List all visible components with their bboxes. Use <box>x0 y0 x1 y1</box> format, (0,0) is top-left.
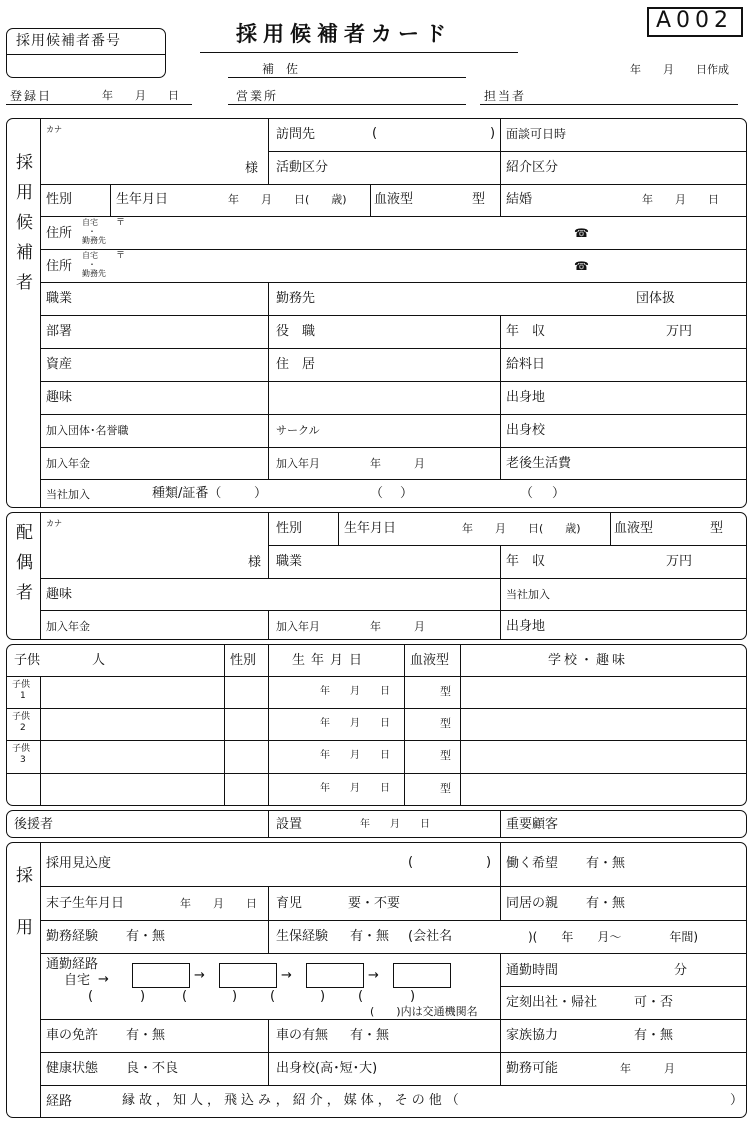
postal-mark-2: 〒 <box>116 251 126 261</box>
kind3-close: ） <box>552 486 566 501</box>
visit-paren-open: ( <box>372 126 378 141</box>
install-date: 年 月 日 <box>360 819 430 830</box>
key-client-label: 重要顧客 <box>506 817 559 832</box>
transport-paren: ( <box>358 989 364 1004</box>
children-header-child: 子供 <box>14 653 41 668</box>
spouse-pension-label: 加入年金 <box>46 620 90 633</box>
birthplace-label: 出身地 <box>506 390 546 405</box>
addr-home-2: 自宅 <box>82 251 98 260</box>
sales-office-label: 営業所 <box>236 89 279 103</box>
circle-label: サークル <box>276 424 320 437</box>
spouse-section-label: 配偶者 <box>16 523 33 603</box>
group-label: 団体扱 <box>636 291 676 306</box>
child-row-blood: 型 <box>440 782 451 795</box>
route-box-2[interactable] <box>219 963 277 988</box>
arrow-icon: → <box>194 968 205 983</box>
license-label: 車の免許 <box>46 1028 99 1043</box>
school-label: 出身校 <box>506 423 546 438</box>
work-exp-value[interactable]: 有・無 <box>126 929 166 944</box>
income-label: 年 収 <box>506 324 546 339</box>
child-row-blood: 型 <box>440 749 451 762</box>
child-row-ymd: 年 月 日 <box>320 718 390 729</box>
phone-icon-2: ☎ <box>574 259 589 273</box>
transport-paren: ) <box>232 989 238 1004</box>
child-row-num: 3 <box>20 755 26 765</box>
car-value[interactable]: 有・無 <box>350 1028 390 1043</box>
route-box-3[interactable] <box>306 963 364 988</box>
route-box-1[interactable] <box>132 963 190 988</box>
fixed-time-value[interactable]: 可・否 <box>634 995 674 1010</box>
person-in-charge-label: 担当者 <box>484 89 527 103</box>
spouse-hobby-label: 趣味 <box>46 587 73 602</box>
family-label: 家族協力 <box>506 1028 559 1043</box>
youngest-date: 年 月 日 <box>180 897 257 910</box>
candidate-section-label: 採用候補者 <box>16 153 33 293</box>
candidate-sama: 様 <box>245 161 259 176</box>
residence-label: 住 居 <box>276 357 316 372</box>
kind3-open: （ <box>520 486 534 501</box>
company-label: (会社名 <box>408 929 453 944</box>
hobby-label: 趣味 <box>46 390 73 405</box>
child-row-ymd: 年 月 日 <box>320 686 390 697</box>
children-header-blood: 血液型 <box>410 653 450 668</box>
work-wish-label: 働く希望 <box>506 856 559 871</box>
kind-label: 種類/証番（ <box>152 486 222 501</box>
child-row-label: 子供 <box>12 680 31 690</box>
form-title: 採用候補者カード <box>236 22 452 46</box>
join-ym-label: 加入年月 <box>276 457 320 470</box>
kind-close: ） <box>254 486 268 501</box>
kind2-close: ） <box>400 486 414 501</box>
fixed-time-label: 定刻出社・帰社 <box>506 995 598 1010</box>
period: )( 年 月〜 年間) <box>528 930 699 944</box>
form-code: A002 <box>656 8 734 33</box>
position-label: 役 職 <box>276 324 316 339</box>
phone-icon-1: ☎ <box>574 226 589 240</box>
available-label: 勤務可能 <box>506 1061 559 1076</box>
child-row-ymd: 年 月 日 <box>320 750 390 761</box>
registration-label: 登録日 <box>10 89 53 103</box>
youngest-label: 末子生年月日 <box>46 896 125 911</box>
child-row-ymd: 年 月 日 <box>320 783 390 794</box>
spouse-birth-ymd: 年 月 日( 歳) <box>462 522 581 535</box>
interview-label: 面談可日時 <box>506 127 567 141</box>
kind2-open: （ <box>370 486 384 501</box>
children-header-sex: 性別 <box>230 653 257 668</box>
candidate-name-field[interactable] <box>44 136 240 180</box>
spouse-birthplace-label: 出身地 <box>506 619 546 634</box>
sex-label: 性別 <box>46 192 73 207</box>
spouse-join-ym-label: 加入年月 <box>276 620 320 633</box>
blood-label: 血液型 <box>374 192 414 207</box>
addr-dot-2: ・ <box>88 260 96 269</box>
spouse-company-join-label: 当社加入 <box>506 588 550 601</box>
transport-note: ( )内は交通機関名 <box>370 1005 478 1018</box>
child-row-label: 子供 <box>12 712 31 722</box>
spouse-blood-unit: 型 <box>710 521 724 536</box>
spouse-kana-label: カナ <box>46 519 62 528</box>
children-header-person: 人 <box>92 653 106 668</box>
retire-label: 老後生活費 <box>506 456 572 471</box>
visit-label: 訪問先 <box>276 127 316 142</box>
outlook-paren-open: ( <box>408 855 414 870</box>
registration-date: 年 月 日 <box>102 89 179 102</box>
income-unit: 万円 <box>666 324 693 339</box>
commute-label: 通勤経路 <box>46 957 99 972</box>
minutes-label: 分 <box>674 963 688 978</box>
spouse-sex-label: 性別 <box>276 521 303 536</box>
children-header-school: 学校・趣味 <box>548 653 629 668</box>
spouse-occupation-label: 職業 <box>276 554 303 569</box>
transport-paren: ) <box>410 989 416 1004</box>
workplace-label: 勤務先 <box>276 291 316 306</box>
install-label: 設置 <box>276 817 303 832</box>
supporter-label: 後援者 <box>14 817 54 832</box>
health-label: 健康状態 <box>46 1061 99 1076</box>
work-wish-value[interactable]: 有・無 <box>586 856 626 871</box>
activity-label: 活動区分 <box>276 160 329 175</box>
payday-label: 給料日 <box>506 357 546 372</box>
ins-exp-label: 生保経験 <box>276 929 329 944</box>
company-join-label: 当社加入 <box>46 488 90 501</box>
visit-paren-close: ) <box>490 126 496 141</box>
child-row-label: 子供 <box>12 744 31 754</box>
route-label: 経路 <box>46 1094 73 1109</box>
candidate-kana-label: カナ <box>46 125 62 134</box>
family-value[interactable]: 有・無 <box>634 1028 674 1043</box>
referral-label: 紹介区分 <box>506 160 559 175</box>
work-exp-label: 勤務経験 <box>46 929 99 944</box>
children-header-birthdate: 生年月日 <box>292 653 369 668</box>
child-row-num: 2 <box>20 723 26 733</box>
addr-dot-1: ・ <box>88 227 96 236</box>
arrow-icon: → <box>281 968 292 983</box>
assist-label: 補 佐 <box>262 62 299 76</box>
spouse-sama: 様 <box>248 555 262 570</box>
child-row-blood: 型 <box>440 685 451 698</box>
spouse-blood-label: 血液型 <box>614 521 654 536</box>
address-label-2: 住所 <box>46 259 73 274</box>
outlook-label: 採用見込度 <box>46 856 112 871</box>
marriage-label: 結婚 <box>506 192 533 207</box>
transport-paren: ( <box>182 989 188 1004</box>
marriage-date: 年 月 日 <box>642 193 719 206</box>
addr-home-1: 自宅 <box>82 218 98 227</box>
transport-paren: ( <box>270 989 276 1004</box>
transport-paren: ) <box>140 989 146 1004</box>
assets-label: 資産 <box>46 357 73 372</box>
childcare-value[interactable]: 要・不要 <box>348 896 401 911</box>
parents-label: 同居の親 <box>506 896 559 911</box>
candidate-number-field[interactable] <box>8 56 164 76</box>
child-row-num: 1 <box>20 691 26 701</box>
birthdate-label: 生年月日 <box>116 192 169 207</box>
route-close: ） <box>730 1093 744 1108</box>
postal-mark-1: 〒 <box>116 218 126 228</box>
spouse-name-field[interactable] <box>44 530 240 574</box>
alma-label: 出身校(高･短･大) <box>276 1061 378 1076</box>
transport-paren: ) <box>320 989 326 1004</box>
childcare-label: 育児 <box>276 896 303 911</box>
parents-value[interactable]: 有・無 <box>586 896 626 911</box>
spouse-join-ym: 年 月 <box>370 620 425 633</box>
home-label: 自宅 <box>64 973 91 988</box>
addr-work-1: 勤務先 <box>82 236 106 245</box>
addr-work-2: 勤務先 <box>82 269 106 278</box>
orgs-label: 加入団体･名誉職 <box>46 424 129 437</box>
hiring-section-label: 採用 <box>16 866 33 938</box>
child-row-blood: 型 <box>440 717 451 730</box>
spouse-income-label: 年 収 <box>506 554 546 569</box>
department-label: 部署 <box>46 324 73 339</box>
license-value[interactable]: 有・無 <box>126 1028 166 1043</box>
transport-paren: ( <box>88 989 94 1004</box>
health-value[interactable]: 良・不良 <box>126 1061 179 1076</box>
route-box-4[interactable] <box>393 963 451 988</box>
commute-time-label: 通勤時間 <box>506 963 559 978</box>
outlook-paren-close: ) <box>486 855 492 870</box>
route-options[interactable]: 縁故，知人，飛込み，紹介，媒体，その他（ <box>122 1093 463 1108</box>
spouse-income-unit: 万円 <box>666 554 693 569</box>
created-date: 年 月 日作成 <box>630 63 729 76</box>
address-label-1: 住所 <box>46 226 73 241</box>
blood-unit: 型 <box>472 192 486 207</box>
spouse-birthdate-label: 生年月日 <box>344 521 397 536</box>
car-label: 車の有無 <box>276 1028 329 1043</box>
ins-exp-value[interactable]: 有・無 <box>350 929 390 944</box>
available-date: 年 月 <box>620 1062 675 1075</box>
birth-ymd: 年 月 日( 歳) <box>228 193 347 206</box>
arrow-icon: → <box>98 972 109 987</box>
occupation-label: 職業 <box>46 291 73 306</box>
pension-label: 加入年金 <box>46 457 90 470</box>
join-ym: 年 月 <box>370 457 425 470</box>
arrow-icon: → <box>368 968 379 983</box>
candidate-number-label: 採用候補者番号 <box>16 33 121 49</box>
